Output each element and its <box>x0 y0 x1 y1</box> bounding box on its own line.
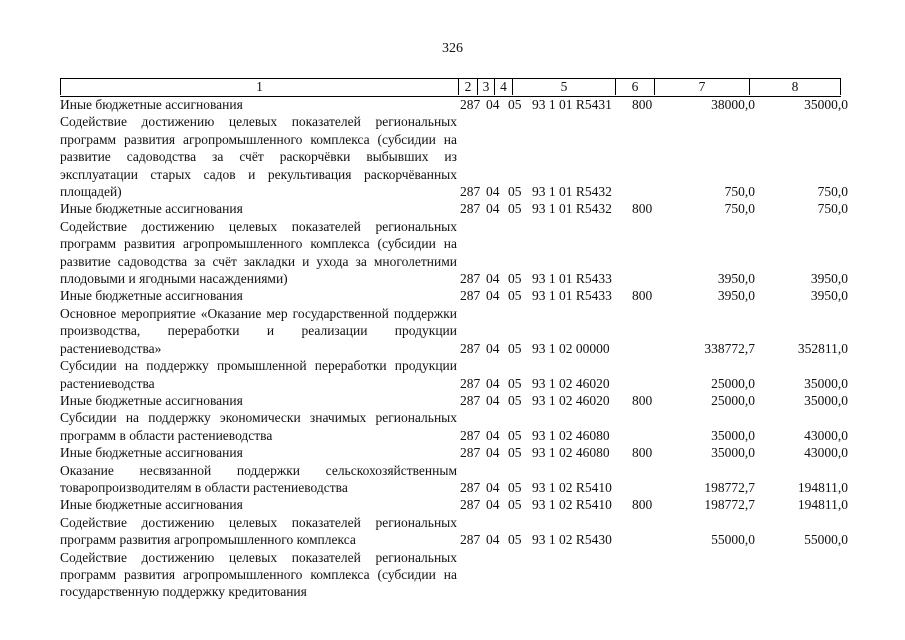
row-pr: 05 <box>508 271 522 287</box>
row-ved: 287 <box>460 532 481 548</box>
table-row <box>60 444 860 461</box>
row-rz: 04 <box>486 340 500 356</box>
table-row <box>60 496 860 513</box>
row-sum-1: 55000,0 <box>711 532 755 548</box>
row-pr: 05 <box>508 497 522 513</box>
row-name: Оказание несвязанной поддержки сельскохозяйственным товаропроизводителям в области растениеводства <box>60 462 457 495</box>
row-sum-2: 35000,0 <box>804 375 848 391</box>
row-name: Содействие достижению целевых показателей региональных программ развития агропромышленного комплекса (субсидии на развитие садоводства за счёт закладки и ухода за многолетними плодовыми и ягодными насаждениями) <box>60 218 457 287</box>
table-row <box>60 287 860 304</box>
row-csr: 93 1 02 46080 <box>532 445 610 461</box>
table-row <box>60 305 860 357</box>
row-pr: 05 <box>508 340 522 356</box>
row-vr: 800 <box>632 288 653 304</box>
row-name: Содействие достижению целевых показателей региональных программ развития агропромышленного комплекса <box>60 514 457 548</box>
row-sum-2: 194811,0 <box>797 497 848 513</box>
row-csr: 93 1 01 R5433 <box>532 271 612 287</box>
header-col-3: 3 <box>477 79 494 95</box>
table-row <box>60 549 860 601</box>
row-ved: 287 <box>460 340 481 356</box>
row-name: Иные бюджетные ассигнования <box>60 392 243 408</box>
row-ved: 287 <box>460 427 481 443</box>
row-name: Иные бюджетные ассигнования <box>60 497 243 513</box>
row-sum-1: 198772,7 <box>704 497 755 513</box>
header-col-4: 4 <box>494 79 512 95</box>
row-sum-2: 3950,0 <box>810 271 848 287</box>
row-sum-1: 35000,0 <box>711 427 755 443</box>
row-pr: 05 <box>508 445 522 461</box>
row-rz: 04 <box>486 392 500 408</box>
row-name: Содействие достижению целевых показателей региональных программ развития агропромышленного комплекса (субсидии на развитие садоводства за счёт раскорчёвки выбывших из эксплуатации старых садов и рекультивация раскорчёванных площадей) <box>60 114 457 200</box>
table-row <box>60 462 860 497</box>
row-csr: 93 1 02 R5410 <box>532 497 612 513</box>
row-sum-1: 750,0 <box>724 184 755 200</box>
header-col-5: 5 <box>512 79 615 95</box>
row-sum-2: 750,0 <box>817 184 848 200</box>
row-rz: 04 <box>486 532 500 548</box>
row-vr: 800 <box>632 201 653 217</box>
row-vr: 800 <box>632 392 653 408</box>
row-name: Основное мероприятие «Оказание мер государственной поддержки производства, переработки и реализации продукции растениеводства» <box>60 305 457 356</box>
row-sum-1: 25000,0 <box>711 375 755 391</box>
row-rz: 04 <box>486 288 500 304</box>
header-col-6: 6 <box>615 79 654 95</box>
row-sum-2: 3950,0 <box>810 288 848 304</box>
row-ved: 287 <box>460 184 481 200</box>
row-vr: 800 <box>632 97 653 112</box>
row-rz: 04 <box>486 375 500 391</box>
row-rz: 04 <box>486 271 500 287</box>
row-pr: 05 <box>508 392 522 408</box>
row-rz: 04 <box>486 497 500 513</box>
row-csr: 93 1 01 R5432 <box>532 201 612 217</box>
table-row <box>60 218 860 288</box>
row-sum-2: 55000,0 <box>804 532 848 548</box>
row-csr: 93 1 01 R5432 <box>532 184 612 200</box>
row-name: Иные бюджетные ассигнования <box>60 97 243 112</box>
row-sum-2: 35000,0 <box>804 392 848 408</box>
row-name: Иные бюджетные ассигнования <box>60 445 243 461</box>
row-csr: 93 1 02 46020 <box>532 392 610 408</box>
row-sum-2: 352811,0 <box>797 340 848 356</box>
table-row <box>60 200 860 217</box>
row-sum-1: 750,0 <box>724 201 755 217</box>
row-pr: 05 <box>508 288 522 304</box>
header-col-2: 2 <box>458 79 477 95</box>
table-body <box>60 96 860 601</box>
header-col-7: 7 <box>654 79 749 95</box>
row-sum-1: 38000,0 <box>711 97 755 112</box>
row-pr: 05 <box>508 375 522 391</box>
row-ved: 287 <box>460 288 481 304</box>
row-rz: 04 <box>486 479 500 495</box>
row-sum-2: 194811,0 <box>797 479 848 495</box>
row-rz: 04 <box>486 201 500 217</box>
row-ved: 287 <box>460 97 481 112</box>
header-col-1: 1 <box>60 79 458 95</box>
row-rz: 04 <box>486 427 500 443</box>
row-name: Субсидии на поддержку экономически значимых региональных программ в области растениеводства <box>60 410 457 443</box>
row-sum-1: 3950,0 <box>717 288 755 304</box>
row-sum-1: 198772,7 <box>704 479 755 495</box>
row-csr: 93 1 02 46080 <box>532 427 610 443</box>
row-ved: 287 <box>460 392 481 408</box>
row-vr: 800 <box>632 445 653 461</box>
row-pr: 05 <box>508 97 522 112</box>
row-ved: 287 <box>460 445 481 461</box>
row-pr: 05 <box>508 532 522 548</box>
row-rz: 04 <box>486 97 500 112</box>
row-csr: 93 1 02 46020 <box>532 375 610 391</box>
row-rz: 04 <box>486 184 500 200</box>
table-header <box>60 78 841 97</box>
row-ved: 287 <box>460 479 481 495</box>
table-row <box>60 113 860 200</box>
row-pr: 05 <box>508 201 522 217</box>
row-sum-2: 43000,0 <box>804 445 848 461</box>
table-row <box>60 357 860 392</box>
row-csr: 93 1 02 00000 <box>532 340 610 356</box>
table-row <box>60 392 860 409</box>
row-name: Иные бюджетные ассигнования <box>60 201 243 217</box>
table-row <box>60 409 860 444</box>
row-sum-2: 750,0 <box>817 201 848 217</box>
row-ved: 287 <box>460 375 481 391</box>
row-csr: 93 1 02 R5410 <box>532 479 612 495</box>
page-number: 326 <box>442 41 463 56</box>
row-ved: 287 <box>460 271 481 287</box>
row-ved: 287 <box>460 497 481 513</box>
row-csr: 93 1 01 R5433 <box>532 288 612 304</box>
table-row <box>60 96 860 113</box>
row-sum-1: 35000,0 <box>711 445 755 461</box>
row-rz: 04 <box>486 445 500 461</box>
row-sum-1: 338772,7 <box>704 340 755 356</box>
row-sum-2: 43000,0 <box>804 427 848 443</box>
table-row <box>60 514 860 549</box>
row-csr: 93 1 01 R5431 <box>532 97 612 112</box>
row-name: Субсидии на поддержку промышленной переработки продукции растениеводства <box>60 358 457 391</box>
row-sum-1: 25000,0 <box>711 392 755 408</box>
row-pr: 05 <box>508 427 522 443</box>
row-ved: 287 <box>460 201 481 217</box>
row-pr: 05 <box>508 479 522 495</box>
row-sum-2: 35000,0 <box>804 97 848 112</box>
row-csr: 93 1 02 R5430 <box>532 532 612 548</box>
header-col-8: 8 <box>749 79 841 95</box>
row-name: Содействие достижению целевых показателей региональных программ развития агропромышленного комплекса (субсидии на государственную поддержку кредитования <box>60 549 457 600</box>
row-pr: 05 <box>508 184 522 200</box>
row-name: Иные бюджетные ассигнования <box>60 288 243 304</box>
row-vr: 800 <box>632 497 653 513</box>
row-sum-1: 3950,0 <box>717 271 755 287</box>
